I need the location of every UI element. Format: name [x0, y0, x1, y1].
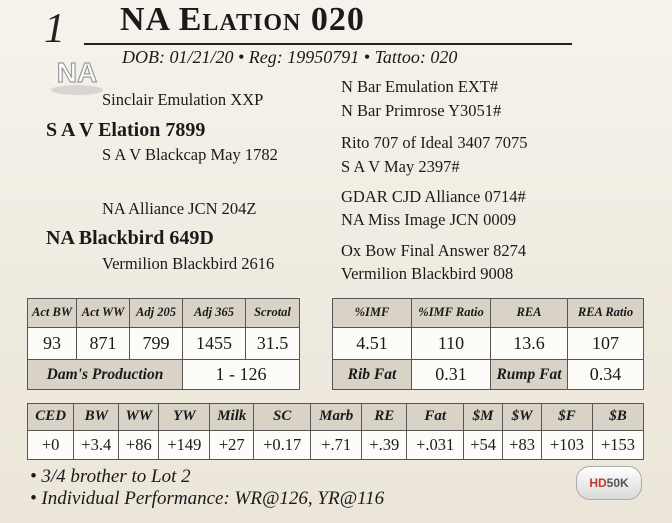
pedigree-sire-dam: S A V Blackcap May 1782	[102, 145, 278, 164]
carcass-header: REA	[491, 299, 568, 328]
epd-value: +54	[464, 431, 503, 460]
note-text: 3/4 brother to Lot 2	[41, 466, 191, 487]
animal-name: NA Elation 020	[120, 1, 365, 38]
note-item: • Individual Performance: WR@126, YR@116	[30, 488, 385, 509]
carcass-value: 4.51	[333, 328, 412, 360]
rump-fat-label: Rump Fat	[491, 360, 568, 390]
perf-header: Act BW	[28, 299, 77, 328]
pedigree-ggp: Rito 707 of Ideal 3407 7075	[341, 133, 528, 152]
dams-production-value: 1 - 126	[183, 360, 300, 390]
perf-header: Act WW	[77, 299, 130, 328]
epd-header: BW	[74, 404, 119, 431]
animal-details: DOB: 01/21/20 • Reg: 19950791 • Tattoo: 020	[122, 47, 458, 67]
carcass-header: REA Ratio	[568, 299, 644, 328]
carcass-value: 110	[412, 328, 491, 360]
epd-value: +83	[503, 431, 542, 460]
perf-value: 93	[28, 328, 77, 360]
carcass-header: %IMF Ratio	[412, 299, 491, 328]
title-rule	[84, 43, 572, 45]
badge-hd-text: HD	[589, 476, 607, 490]
rib-fat-label: Rib Fat	[333, 360, 412, 390]
perf-value: 31.5	[246, 328, 300, 360]
epd-value: +.39	[362, 431, 407, 460]
na-logo	[48, 52, 106, 96]
carcass-value: 13.6	[491, 328, 568, 360]
epd-header: $M	[464, 404, 503, 431]
epd-header: SC	[254, 404, 311, 431]
epd-value: +27	[210, 431, 254, 460]
pedigree-ggp: GDAR CJD Alliance 0714#	[341, 187, 526, 206]
epd-header: RE	[362, 404, 407, 431]
pedigree-dam-dam: Vermilion Blackbird 2616	[102, 254, 275, 273]
epd-value: +.71	[311, 431, 362, 460]
epd-header: Milk	[210, 404, 254, 431]
epd-value: +153	[592, 431, 643, 460]
epd-header: Marb	[311, 404, 362, 431]
perf-header: Scrotal	[246, 299, 300, 328]
performance-table	[27, 298, 300, 390]
badge-50k-text: 50K	[606, 476, 629, 490]
perf-value: 871	[77, 328, 130, 360]
epd-value: +3.4	[74, 431, 119, 460]
epd-value: +0	[28, 431, 74, 460]
pedigree-sire-sire: Sinclair Emulation XXP	[102, 90, 264, 109]
note-item: • 3/4 brother to Lot 2	[30, 466, 191, 487]
pedigree-ggp: S A V May 2397#	[341, 157, 460, 176]
pedigree-ggp: NA Miss Image JCN 0009	[341, 210, 517, 229]
carcass-header: %IMF	[333, 299, 412, 328]
perf-value: 1455	[183, 328, 246, 360]
epd-value: +86	[119, 431, 159, 460]
perf-header: Adj 365	[183, 299, 246, 328]
pedigree-ggp: Ox Bow Final Answer 8274	[341, 241, 527, 260]
epd-value: +103	[542, 431, 593, 460]
pedigree-dam: NA Blackbird 649D	[46, 227, 214, 249]
perf-value: 799	[130, 328, 183, 360]
rib-fat-value: 0.31	[412, 360, 491, 390]
epd-header: $W	[503, 404, 542, 431]
epd-header: YW	[159, 404, 210, 431]
carcass-value: 107	[568, 328, 644, 360]
epd-header: Fat	[407, 404, 464, 431]
pedigree-ggp: Vermilion Blackbird 9008	[341, 264, 514, 283]
epd-header: CED	[28, 404, 74, 431]
epd-header: $B	[592, 404, 643, 431]
epd-value: +0.17	[254, 431, 311, 460]
lot-number: 1	[44, 6, 65, 52]
rump-fat-value: 0.34	[568, 360, 644, 390]
carcass-table	[332, 298, 644, 390]
dams-production-label: Dam's Production	[28, 360, 183, 390]
svg-text:NA: NA	[56, 57, 98, 88]
perf-header: Adj 205	[130, 299, 183, 328]
epd-header: WW	[119, 404, 159, 431]
epd-value: +.031	[407, 431, 464, 460]
pedigree-sire: S A V Elation 7899	[46, 119, 206, 141]
epd-value: +149	[159, 431, 210, 460]
note-text: Individual Performance: WR@126, YR@116	[41, 488, 385, 509]
hd50k-badge	[576, 466, 642, 500]
epd-table	[27, 403, 644, 460]
pedigree-dam-sire: NA Alliance JCN 204Z	[102, 199, 257, 218]
epd-header: $F	[542, 404, 593, 431]
pedigree-ggp: N Bar Primrose Y3051#	[341, 101, 502, 120]
pedigree-ggp: N Bar Emulation EXT#	[341, 77, 499, 96]
notes-list	[30, 466, 384, 510]
